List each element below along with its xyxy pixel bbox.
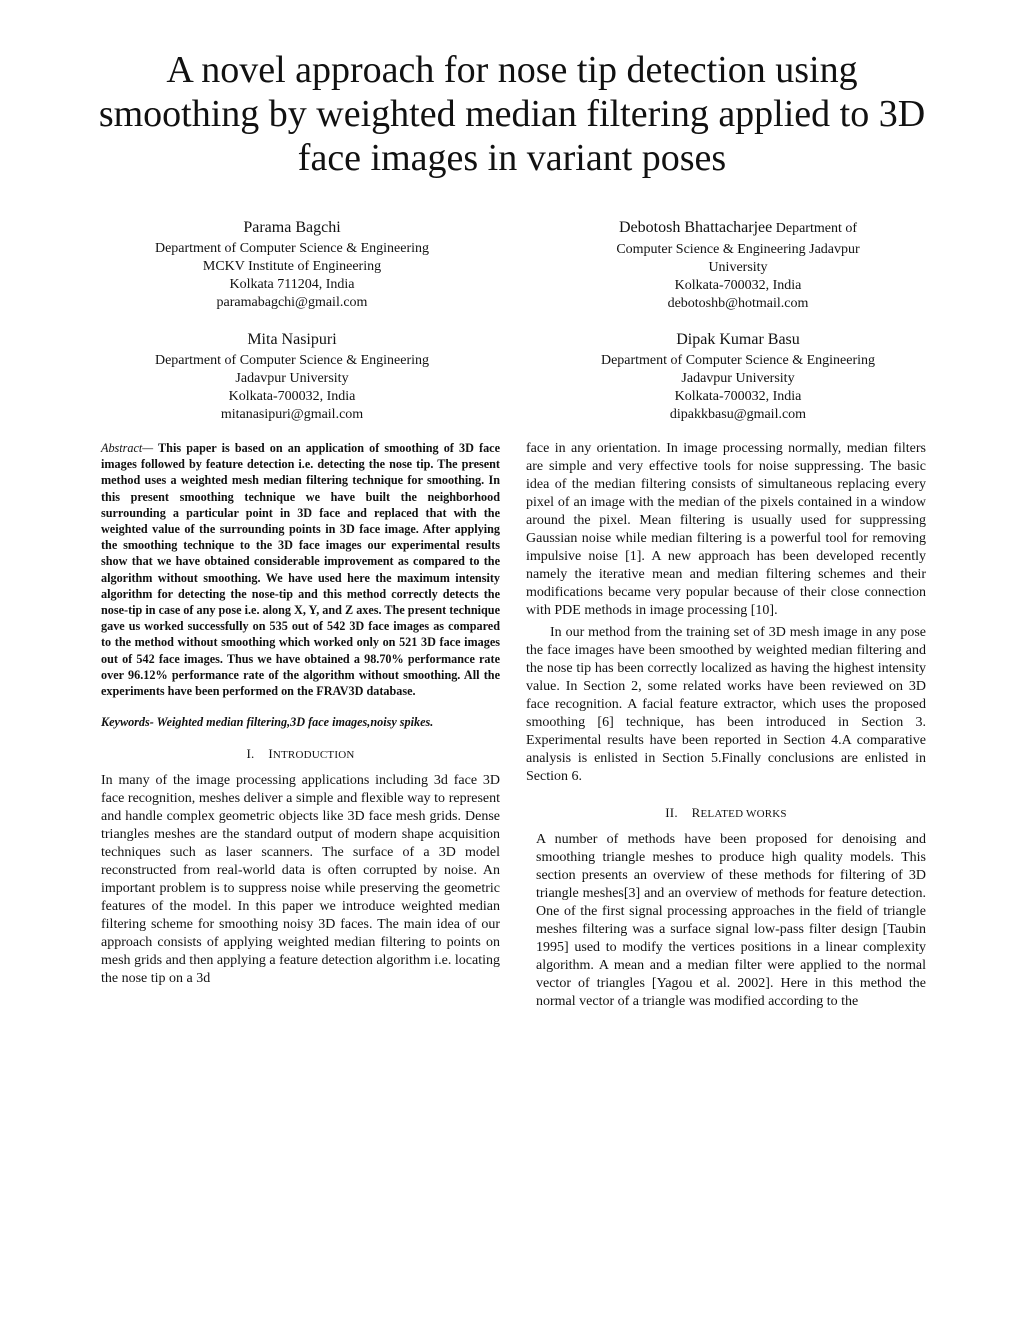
author-dept-start: Department of (772, 221, 858, 236)
author-name: Debotosh Bhattacharjee (618, 219, 773, 236)
author-address: Kolkata-700032, India (228, 389, 356, 404)
author-block-4 (568, 330, 908, 424)
section-number: I. (246, 746, 255, 762)
author-name: Parama Bagchi (243, 219, 341, 236)
left-column (101, 440, 500, 988)
author-institute: MCKV Institute of Engineering (202, 259, 382, 274)
author-name: Dipak Kumar Basu (676, 331, 800, 348)
author-institute: University (708, 260, 768, 275)
intro-continued-paragraph: face in any orientation. In image processing normally, median filters are simple and very effective tools for noise suppressing. The basic idea of the median filtering consists of simultaneous replacing every pixel of an image with the median of the pixels contained in a window around the pixel. Mean filtering is usually used for suppressing Gaussian noise while median filtering is a powerful tool for removing impulsive noise [1]. A new approach has been developed recently namely the iterative mean and median filtering schemes and their modifications became very popular because of their close connection with PDE methods in image processing [10]. (526, 441, 926, 618)
author-affiliation: Department of Computer Science & Engineering (154, 241, 430, 256)
author-affiliation: Department of Computer Science & Engineering (154, 353, 430, 368)
section-initial: I (268, 746, 273, 762)
author-address: Kolkata 711204, India (229, 277, 355, 292)
section-title-rest: ELATED WORKS (700, 808, 787, 820)
author-name-line (568, 218, 908, 239)
author-email: dipakkbasu@gmail.com (669, 407, 807, 422)
author-institute: Jadavpur University (681, 371, 795, 386)
title-line-2: smoothing by weighted median filtering applied to 3D (98, 93, 926, 135)
author-email: debotoshb@hotmail.com (667, 296, 809, 311)
title-line-1: A novel approach for nose tip detection using (166, 49, 858, 91)
abstract-text: This paper is based on an application of smoothing of 3D face images followed by feature detection i.e. detecting the nose tip. The present method uses a weighted mesh median filtering technique for smoothing. In this present smoothing technique we have built the neighborhood surrounding a particular point in 3D face and replaced that with the weighted value of the surrounding points in 3D face image. After applying the smoothing technique to the 3D face images our experimental results show that we have obtained considerable improvement as compared to the algorithm without smoothing. We have used here the maximum intensity algorithm for detecting the nose-tip and this method correctly detects the nose-tip in case of any pose i.e. along X, Y, and Z axes. The present technique gave us worked successfully on 535 out of 542 3D face images as compared to the method without smoothing which worked only on 521 3D face images out of 542 face images. Thus we have obtained a 98.70% performance rate over 96.12% performance rate of the algorithm without smoothing. All the experiments have been performed on the FRAV3D database. (101, 441, 500, 699)
author-address: Kolkata-700032, India (674, 389, 802, 404)
section-title-rest: NTRODUCTION (272, 749, 355, 762)
section-initial: R (691, 805, 701, 820)
paper-title (60, 48, 964, 180)
author-affiliation: Department of Computer Science & Engineering (600, 353, 876, 368)
author-email: paramabagchi@gmail.com (216, 295, 368, 310)
author-affiliation: Computer Science & Engineering Jadavpur (616, 242, 860, 257)
author-email: mitanasipuri@gmail.com (220, 407, 364, 422)
author-block-2 (568, 218, 908, 313)
section-heading-related-works (526, 804, 926, 823)
abstract-lead: Abstract— (101, 441, 154, 455)
intro-paragraph: In many of the image processing applications including 3d face 3D face recognition, meshes deliver a simple and flexible way to represent and handle complex geometric objects like 3D face mesh grids. Dense triangles meshes are the standard output of modern shape acquisition techniques such as laser scanners. The surface of a 3D model reconstructed from real-world data is often corrupted by noise. An important problem is to suppress noise while preserving the geometric features of the model. In this paper we introduce weighted median filtering scheme for smoothing noisy 3D faces. The main idea of our approach consists of applying weighted median filtering to points on mesh grids and then applying a feature detection algorithm i.e. locating the nose tip on a 3d (101, 773, 500, 987)
abstract (101, 440, 500, 699)
related-works-paragraph: A number of methods have been proposed for denoising and smoothing triangle meshes to produce high quality models. This section presents an overview of these methods for filtering of 3D triangle meshes[3] and an overview of methods for feature detection. One of the first signal processing approaches in the field of triangle meshes filtering was a surface signal low-pass filter design [Taubin 1995] used to modify the vertices positions in a linear complexity algorithm. A mean and a median filter were applied to the normal vector of triangles [Yagou et al. 2002]. Here in this method the normal vector of a triangle was modified according to the (536, 832, 926, 1009)
author-institute: Jadavpur University (235, 371, 349, 386)
author-name: Mita Nasipuri (247, 331, 337, 348)
keywords: Keywords- Weighted median filtering,3D face images,noisy spikes. (101, 715, 434, 730)
section-number: II. (665, 805, 678, 820)
author-address: Kolkata-700032, India (674, 278, 802, 293)
author-block-3 (117, 330, 467, 424)
method-overview-paragraph: In our method from the training set of 3D mesh image in any pose the face images have been smoothed by weighted median filtering and the nose tip has been correctly localized as having the highest intensity value. In Section 2, some related works have been reviewed on 3D face recognition. A facial feature extractor, which uses the proposed smoothing [6] technique, has been introduced in Section 3. Experimental results have been reported in Section 4.A comparative analysis is enlisted in Section 5.Finally conclusions are enlisted in Section 6. (526, 625, 926, 784)
right-column (526, 440, 926, 1011)
title-line-3: face images in variant poses (297, 137, 727, 179)
section-heading-introduction (101, 745, 500, 764)
author-block-1 (117, 218, 467, 312)
